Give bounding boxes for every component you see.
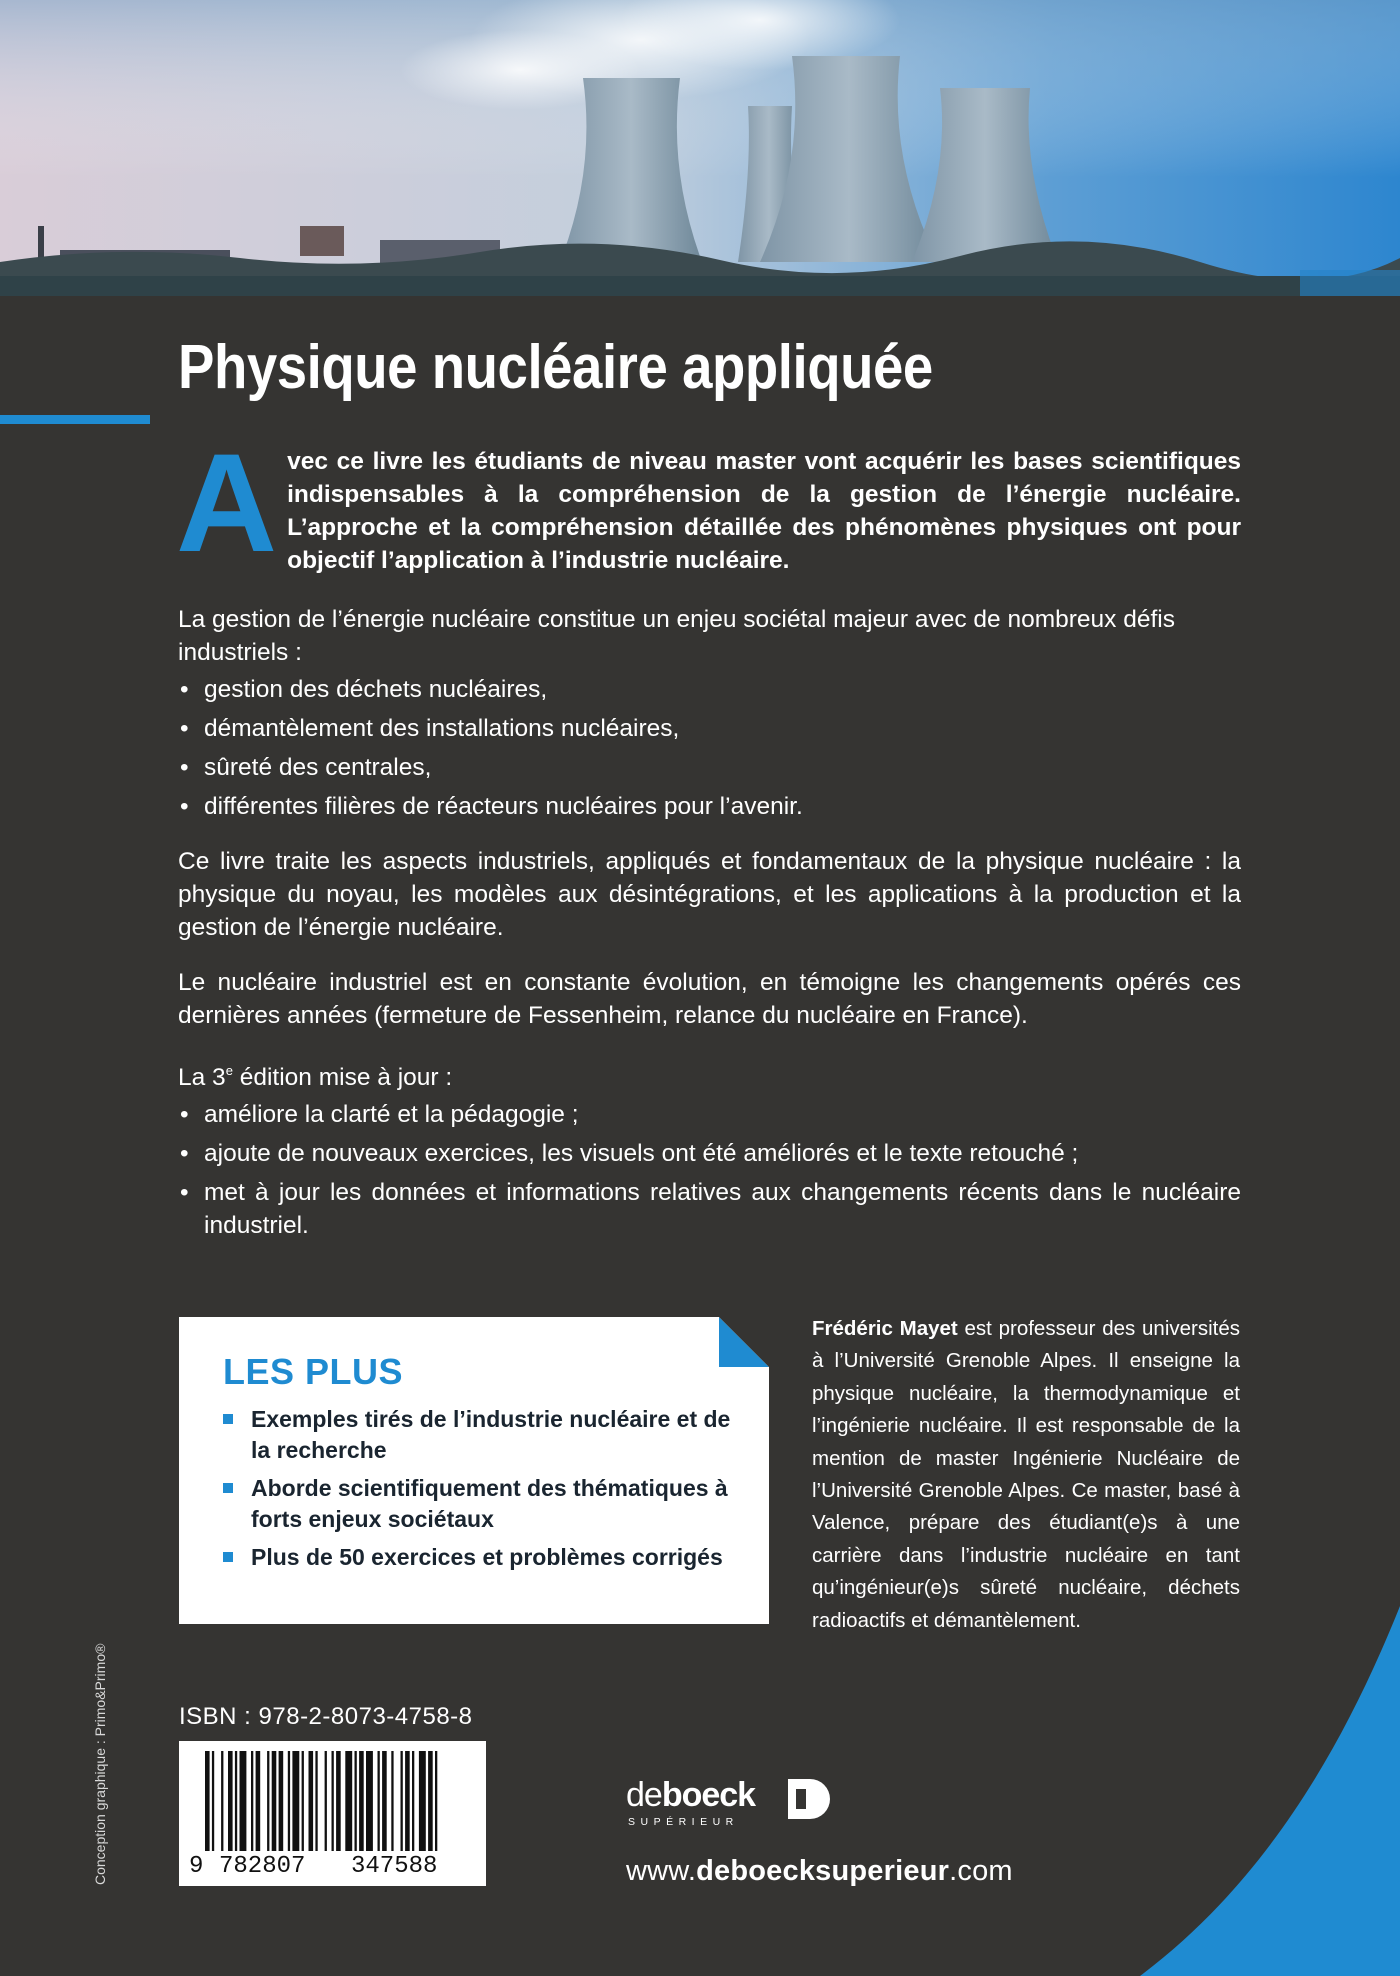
- barcode-bar: [435, 1751, 437, 1851]
- barcode-bar: [405, 1751, 410, 1851]
- barcode-bar: [309, 1751, 314, 1851]
- barcode-bar: [205, 1751, 210, 1851]
- barcode-bar: [315, 1751, 317, 1851]
- list-item: • démantèlement des installations nucléaires,: [178, 712, 1241, 745]
- square-bullet-icon: [223, 1483, 233, 1493]
- barcode-bar: [419, 1751, 426, 1851]
- les-plus-title: LES PLUS: [223, 1351, 404, 1392]
- section1-lead: La gestion de l’énergie nucléaire constitue un enjeu sociétal majeur avec de nombreux défis industriels :: [178, 606, 1175, 666]
- list-item: • améliore la clarté et la pédagogie ;: [178, 1098, 1241, 1131]
- list-item: • sûreté des centrales,: [178, 751, 1241, 784]
- barcode-bar: [366, 1751, 373, 1851]
- barcode-bar: [382, 1751, 387, 1851]
- paragraph-aspects: Ce livre traite les aspects industriels, appliqués et fondamentaux de la physique nucléaire : la physique du noyau, les modèles aux désintégrations, et les applications à la production et la gestion de l’énergie nucléaire.: [178, 848, 1241, 941]
- cooling-towers-illustration: [0, 0, 1400, 296]
- barcode-bar: [401, 1751, 403, 1851]
- author-name: Frédéric Mayet: [812, 1317, 958, 1340]
- list-item: • met à jour les données et informations relatives aux changements récents dans le nucléaire industriel.: [178, 1176, 1241, 1242]
- barcode-bar: [336, 1751, 341, 1851]
- barcode-bar: [359, 1751, 364, 1851]
- list-item: Plus de 50 exercices et problèmes corrigés: [223, 1542, 743, 1573]
- barcode-bar: [256, 1751, 261, 1851]
- back-cover-text: [176, 424, 1241, 1264]
- author-bio: [812, 1313, 1240, 1637]
- barcode-bar: [412, 1751, 414, 1851]
- barcode-bar: [251, 1751, 253, 1851]
- barcode-bar: [332, 1751, 334, 1851]
- barcode: 9 782807 347588: [179, 1741, 486, 1886]
- title-accent-line: [0, 415, 150, 424]
- book-title: Physique nucléaire appliquée: [178, 333, 933, 402]
- section2-list: [178, 1098, 1241, 1242]
- les-plus-box: [179, 1317, 769, 1624]
- barcode-bar: [279, 1751, 284, 1851]
- paragraph-evolution: Le nucléaire industriel est en constante évolution, en témoigne les changements opérés ces dernières années (fermeture de Fessenheim, relance du nucléaire en France).: [178, 969, 1241, 1029]
- logo-subtitle: SUPÉRIEUR: [628, 1816, 739, 1828]
- corner-accent-shape: [1140, 1606, 1400, 1976]
- folded-corner-icon: [719, 1317, 769, 1367]
- list-item: • différentes filières de réacteurs nucléaires pour l’avenir.: [178, 790, 1241, 823]
- barcode-bar: [228, 1751, 233, 1851]
- barcode-bar: [355, 1751, 357, 1851]
- isbn: ISBN : 978-2-8073-4758-8: [179, 1703, 473, 1730]
- dropcap-letter: A: [176, 424, 278, 581]
- list-item: Exemples tirés de l’industrie nucléaire et de la recherche: [223, 1404, 743, 1466]
- barcode-bar: [221, 1751, 223, 1851]
- barcode-bar: [212, 1751, 214, 1851]
- author-text: est professeur des universités à l’Université Grenoble Alpes. Il enseigne la physique nucléaire, la thermodynamique et l’ingénierie nucléaire. Il est responsable de la mention de master Ingénierie Nucléaire de l’Université Grenoble Alpes. Ce master, basé à Valence, prépare des étudiant(e)s à une carrière dans l’industrie nucléaire en tant qu’ingénieur(e)s sûreté nucléaire, déchets radioactifs et démantèlement.: [812, 1317, 1240, 1632]
- barcode-bar: [391, 1751, 393, 1851]
- barcode-bar: [288, 1751, 290, 1851]
- design-credit: Conception graphique : Primo&Primo®: [92, 1643, 108, 1885]
- barcode-bar: [345, 1751, 352, 1851]
- barcode-bar: [302, 1751, 304, 1851]
- barcode-bar: [325, 1751, 327, 1851]
- publisher-url[interactable]: www.deboecksuperieur.com: [626, 1855, 1013, 1887]
- section2-lead: La 3e édition mise à jour :: [178, 1063, 453, 1091]
- barcode-bar: [428, 1751, 433, 1851]
- barcode-bar: [272, 1751, 277, 1851]
- barcode-bar: [267, 1751, 269, 1851]
- barcode-bar: [378, 1751, 380, 1851]
- intro-paragraph: [176, 424, 1241, 581]
- square-bullet-icon: [223, 1414, 233, 1424]
- list-item: • gestion des déchets nucléaires,: [178, 673, 1241, 706]
- list-item: • ajoute de nouveaux exercices, les visuels ont été améliorés et le texte retouché ;: [178, 1137, 1241, 1170]
- deboeck-d-logo-icon: [786, 1777, 830, 1821]
- barcode-bar: [292, 1751, 299, 1851]
- list-item: Aborde scientifiquement des thématiques à forts enjeux sociétaux: [223, 1473, 743, 1535]
- logo-wordmark: deboeck: [626, 1776, 756, 1814]
- les-plus-list: [223, 1404, 743, 1580]
- section1-list: [178, 673, 1241, 823]
- publisher-logo: [626, 1776, 836, 1836]
- intro-text: vec ce livre les étudiants de niveau master vont acquérir les bases scientifiques indispensables à la compréhension de la gestion de l’énergie nucléaire. L’approche et la compréhension détaillée des phénomènes physiques ont pour objectif l’application à l’industrie nucléaire.: [287, 448, 1241, 574]
- barcode-bar: [235, 1751, 237, 1851]
- cover-photo: [0, 0, 1400, 296]
- square-bullet-icon: [223, 1552, 233, 1562]
- barcode-bar: [240, 1751, 247, 1851]
